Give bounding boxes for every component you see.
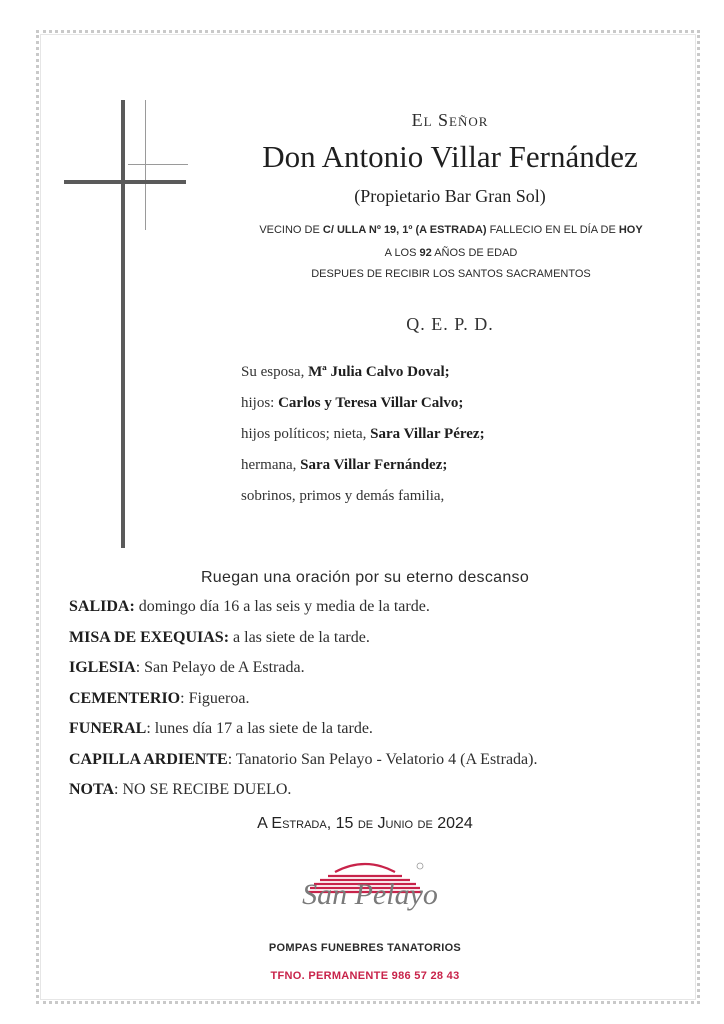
sacraments-line: DESPUES DE RECIBIR LOS SANTOS SACRAMENTOS [311, 268, 591, 280]
detail-row: CAPILLA ARDIENTE: Tanatorio San Pelayo - Velatorio 4 (A Estrada). [69, 750, 538, 768]
detail-row: SALIDA: domingo día 16 a las seis y media de la tarde. [69, 598, 430, 615]
residence-line: VECINO DE C/ ULLA Nº 19, 1º (A ESTRADA) FALLECIO EN EL DÍA DE HOY [259, 224, 643, 236]
family-line: hermana, Sara Villar Fernández; [241, 457, 448, 473]
qepd: Q. E. P. D. [406, 314, 494, 334]
deceased-subtitle: (Propietario Bar Gran Sol) [354, 186, 546, 206]
service-details [69, 598, 699, 812]
family-line: sobrinos, primos y demás familia, [241, 488, 445, 504]
prayer-request: Ruegan una oración por su eterno descanso [200, 569, 530, 586]
detail-row: CEMENTERIO: Figueroa. [69, 689, 250, 707]
deceased-name: Don Antonio Villar Fernández [262, 139, 638, 174]
detail-row: MISA DE EXEQUIAS: a las siete de la tarde. [69, 628, 370, 646]
age-line: A LOS 92 AÑOS DE EDAD [384, 247, 518, 259]
family-line: hijos: Carlos y Teresa Villar Calvo; [241, 395, 464, 411]
detail-row: NOTA: NO SE RECIBE DUELO. [69, 781, 292, 798]
detail-row: FUNERAL: lunes día 17 a las siete de la tarde. [69, 720, 373, 737]
family-line: hijos políticos; nieta, Sara Villar Pérez; [241, 426, 485, 442]
detail-row: IGLESIA: San Pelayo de A Estrada. [69, 659, 305, 676]
cross-icon [62, 100, 187, 550]
family-line: Su esposa, Mª Julia Calvo Doval; [241, 364, 450, 380]
honorific-title: El Señor [411, 110, 489, 130]
company-tagline: POMPAS FUNEBRES TANATORIOS [268, 942, 462, 954]
family-list [241, 364, 681, 519]
phone-line: TFNO. PERMANENTE 986 57 28 43 [270, 970, 460, 982]
place-date: A Estrada, 15 de Junio de 2024 [257, 815, 473, 832]
logo-text: San Pelayo [302, 878, 438, 911]
